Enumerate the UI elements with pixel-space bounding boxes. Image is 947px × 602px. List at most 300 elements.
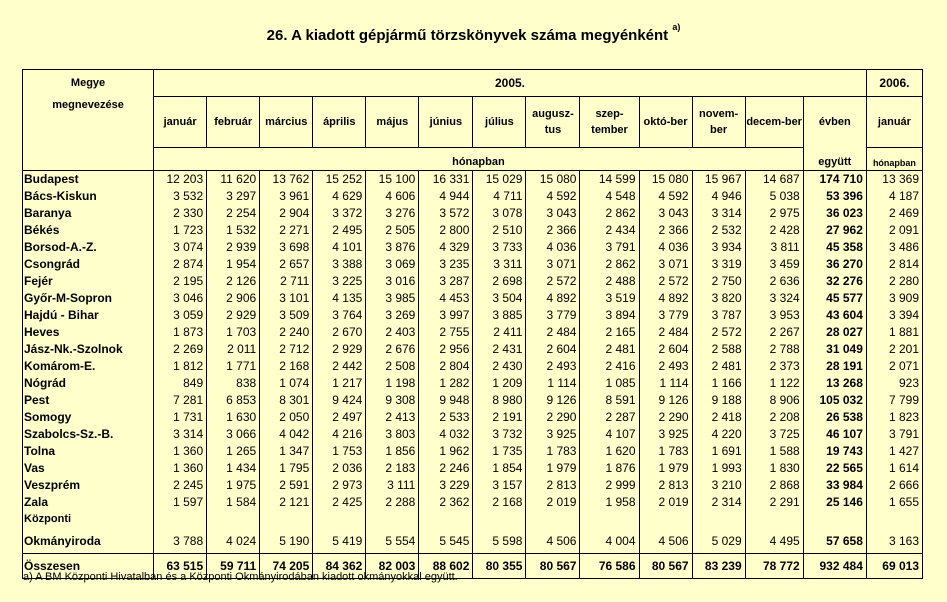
month-value: 2 572 — [639, 273, 692, 290]
month-value: 2 999 — [580, 477, 639, 494]
month-value: 3 894 — [580, 307, 639, 324]
month-value: 3 324 — [745, 290, 803, 307]
total-month-value: 80 567 — [639, 554, 692, 579]
month-value: 3 043 — [639, 205, 692, 222]
county-name: Központi — [23, 511, 154, 528]
month-value: 2 428 — [745, 222, 803, 239]
total-jan-2006-value: 69 013 — [866, 554, 922, 579]
month-value: 4 032 — [419, 426, 473, 443]
month-value: 3 997 — [419, 307, 473, 324]
month-value: 3 803 — [366, 426, 419, 443]
month-value: 2 019 — [639, 494, 692, 511]
year-total-value: 19 743 — [803, 443, 866, 460]
month-value: 11 620 — [207, 171, 260, 189]
total-month-value: 82 003 — [366, 554, 419, 579]
month-value: 3 779 — [639, 307, 692, 324]
month-value: 3 046 — [154, 290, 207, 307]
year-total-value: 22 565 — [803, 460, 866, 477]
county-header — [23, 70, 154, 171]
table-row — [23, 528, 923, 554]
month-value: 2 488 — [580, 273, 639, 290]
month-value: 2 868 — [745, 477, 803, 494]
month-value: 2 604 — [526, 341, 580, 358]
month-header: április — [313, 97, 366, 148]
month-value: 5 545 — [419, 528, 473, 554]
table-row — [23, 443, 923, 460]
month-value: 2 698 — [473, 273, 526, 290]
month-value: 16 331 — [419, 171, 473, 189]
month-value: 2 373 — [745, 358, 803, 375]
month-value: 2 430 — [473, 358, 526, 375]
total-month-value: 78 772 — [745, 554, 803, 579]
month-value: 15 252 — [313, 171, 366, 189]
month-value: 9 424 — [313, 392, 366, 409]
month-value: 3 779 — [526, 307, 580, 324]
county-name: Pest — [23, 392, 154, 409]
jan-2006-value: 1 614 — [866, 460, 922, 477]
month-value: 5 598 — [473, 528, 526, 554]
month-value: 2 874 — [154, 256, 207, 273]
empty-cell — [526, 511, 580, 528]
month-value: 1 735 — [473, 443, 526, 460]
month-value: 3 876 — [366, 239, 419, 256]
empty-cell — [580, 511, 639, 528]
month-value: 2 431 — [473, 341, 526, 358]
month-value: 2 126 — [207, 273, 260, 290]
month-value: 13 762 — [260, 171, 313, 189]
month-value: 2 208 — [745, 409, 803, 426]
jan-2006-value: 1 427 — [866, 443, 922, 460]
month-value: 3 372 — [313, 205, 366, 222]
month-value: 2 929 — [313, 341, 366, 358]
month-value: 4 629 — [313, 188, 366, 205]
month-value: 5 554 — [366, 528, 419, 554]
total-month-value: 88 602 — [419, 554, 473, 579]
month-value: 2 050 — [260, 409, 313, 426]
month-value: 1 703 — [207, 324, 260, 341]
month-header: május — [366, 97, 419, 148]
county-name: Nógrád — [23, 375, 154, 392]
table-row — [23, 426, 923, 443]
month-value: 5 419 — [313, 528, 366, 554]
year-total-value: 53 396 — [803, 188, 866, 205]
year-total-value: 28 027 — [803, 324, 866, 341]
jan-2006-value: 2 201 — [866, 341, 922, 358]
month-value: 2 929 — [207, 307, 260, 324]
jan-2006-value: 2 091 — [866, 222, 922, 239]
month-value: 1 979 — [526, 460, 580, 477]
month-value: 2 314 — [692, 494, 745, 511]
month-value: 8 301 — [260, 392, 313, 409]
month-value: 1 114 — [639, 375, 692, 392]
month-value: 3 229 — [419, 477, 473, 494]
year-total-value: 26 538 — [803, 409, 866, 426]
jan-2006-value: 1 881 — [866, 324, 922, 341]
month-value: 3 811 — [745, 239, 803, 256]
table-row — [23, 392, 923, 409]
table-row — [23, 477, 923, 494]
jan-2006-value: 13 369 — [866, 171, 922, 189]
month-2006-header: január — [866, 97, 922, 148]
month-value: 1 958 — [580, 494, 639, 511]
month-value: 15 080 — [639, 171, 692, 189]
page-title — [0, 22, 947, 44]
month-value: 1 975 — [207, 477, 260, 494]
year-2005-header: 2005. — [154, 70, 867, 97]
month-value: 4 220 — [692, 426, 745, 443]
county-name: Komárom-E. — [23, 358, 154, 375]
year-total-value: 45 358 — [803, 239, 866, 256]
jan-2006-value: 2 071 — [866, 358, 922, 375]
month-value: 3 066 — [207, 426, 260, 443]
month-value: 9 126 — [639, 392, 692, 409]
month-value: 3 820 — [692, 290, 745, 307]
month-value: 4 944 — [419, 188, 473, 205]
month-value: 9 948 — [419, 392, 473, 409]
year-total-value: 36 023 — [803, 205, 866, 222]
year-total-value: 32 276 — [803, 273, 866, 290]
month-value: 2 813 — [526, 477, 580, 494]
month-value: 5 029 — [692, 528, 745, 554]
month-value: 2 267 — [745, 324, 803, 341]
month-value: 1 597 — [154, 494, 207, 511]
month-value: 3 985 — [366, 290, 419, 307]
month-header: június — [419, 97, 473, 148]
month-value: 3 210 — [692, 477, 745, 494]
month-value: 1 854 — [473, 460, 526, 477]
month-header: augusz-tus — [526, 97, 580, 148]
month-value: 2 411 — [473, 324, 526, 341]
month-value: 1 114 — [526, 375, 580, 392]
county-name: Tolna — [23, 443, 154, 460]
county-name: Borsod-A.-Z. — [23, 239, 154, 256]
month-value: 1 584 — [207, 494, 260, 511]
month-value: 1 620 — [580, 443, 639, 460]
month-value: 3 934 — [692, 239, 745, 256]
month-value: 2 036 — [313, 460, 366, 477]
month-value: 3 287 — [419, 273, 473, 290]
month-value: 3 297 — [207, 188, 260, 205]
month-value: 2 165 — [580, 324, 639, 341]
month-value: 1 856 — [366, 443, 419, 460]
month-value: 3 961 — [260, 188, 313, 205]
total-month-value: 83 239 — [692, 554, 745, 579]
month-value: 2 636 — [745, 273, 803, 290]
year-total-value: 28 191 — [803, 358, 866, 375]
table-row — [23, 409, 923, 426]
month-value: 2 604 — [639, 341, 692, 358]
month-value: 2 862 — [580, 256, 639, 273]
month-value: 1 993 — [692, 460, 745, 477]
month-value: 1 812 — [154, 358, 207, 375]
month-value: 2 366 — [639, 222, 692, 239]
month-value: 2 481 — [580, 341, 639, 358]
table-row — [23, 511, 923, 528]
county-name: Somogy — [23, 409, 154, 426]
empty-cell — [260, 511, 313, 528]
empty-cell — [639, 511, 692, 528]
month-value: 2 712 — [260, 341, 313, 358]
month-value: 3 157 — [473, 477, 526, 494]
month-value: 3 572 — [419, 205, 473, 222]
month-value: 1 588 — [745, 443, 803, 460]
month-value: 2 290 — [639, 409, 692, 426]
jan-2006-value: 3 909 — [866, 290, 922, 307]
month-value: 1 783 — [639, 443, 692, 460]
total-label: Összesen — [23, 554, 154, 579]
table-row — [23, 460, 923, 477]
month-value: 1 360 — [154, 460, 207, 477]
month-value: 2 800 — [419, 222, 473, 239]
month-header: február — [207, 97, 260, 148]
month-value: 1 954 — [207, 256, 260, 273]
month-value: 1 360 — [154, 443, 207, 460]
total-month-value: 76 586 — [580, 554, 639, 579]
year-total-value: 31 049 — [803, 341, 866, 358]
month-value: 3 043 — [526, 205, 580, 222]
month-value: 1 217 — [313, 375, 366, 392]
year-total-value: 105 032 — [803, 392, 866, 409]
total-month-value: 59 711 — [207, 554, 260, 579]
jan-2006-value: 2 666 — [866, 477, 922, 494]
month-value: 4 216 — [313, 426, 366, 443]
month-value: 838 — [207, 375, 260, 392]
empty-cell — [692, 511, 745, 528]
total-year-value: 932 484 — [803, 554, 866, 579]
month-value: 2 195 — [154, 273, 207, 290]
month-value: 1 873 — [154, 324, 207, 341]
year-total-value: 43 604 — [803, 307, 866, 324]
month-value: 4 042 — [260, 426, 313, 443]
total-month-value: 80 355 — [473, 554, 526, 579]
month-value: 3 225 — [313, 273, 366, 290]
total-month-value: 84 362 — [313, 554, 366, 579]
empty-cell — [473, 511, 526, 528]
month-value: 1 209 — [473, 375, 526, 392]
table-row — [23, 307, 923, 324]
month-value: 2 497 — [313, 409, 366, 426]
empty-cell — [366, 511, 419, 528]
month-value: 3 269 — [366, 307, 419, 324]
month-value: 2 975 — [745, 205, 803, 222]
month-value: 3 788 — [154, 528, 207, 554]
unit-header: hónapban — [154, 148, 804, 171]
month-value: 4 548 — [580, 188, 639, 205]
month-value: 2 240 — [260, 324, 313, 341]
year-total-value: 45 577 — [803, 290, 866, 307]
month-header: január — [154, 97, 207, 148]
jan-2006-value: 1 823 — [866, 409, 922, 426]
month-value: 2 804 — [419, 358, 473, 375]
month-value: 2 418 — [692, 409, 745, 426]
month-value: 1 783 — [526, 443, 580, 460]
month-value: 2 254 — [207, 205, 260, 222]
month-value: 2 271 — [260, 222, 313, 239]
jan-2006-value: 3 394 — [866, 307, 922, 324]
month-value: 3 059 — [154, 307, 207, 324]
month-value: 4 892 — [526, 290, 580, 307]
year-total-header: évben — [803, 97, 866, 148]
empty-cell — [866, 511, 922, 528]
table-row — [23, 375, 923, 392]
month-value: 2 245 — [154, 477, 207, 494]
month-value: 15 080 — [526, 171, 580, 189]
month-value: 1 753 — [313, 443, 366, 460]
month-value: 2 168 — [473, 494, 526, 511]
month-value: 15 967 — [692, 171, 745, 189]
month-value: 6 853 — [207, 392, 260, 409]
month-value: 2 416 — [580, 358, 639, 375]
month-value: 1 282 — [419, 375, 473, 392]
month-value: 2 403 — [366, 324, 419, 341]
month-value: 2 366 — [526, 222, 580, 239]
month-value: 3 016 — [366, 273, 419, 290]
month-value: 1 876 — [580, 460, 639, 477]
month-value: 5 190 — [260, 528, 313, 554]
month-value: 2 505 — [366, 222, 419, 239]
month-value: 2 533 — [419, 409, 473, 426]
month-value: 3 698 — [260, 239, 313, 256]
year-total-header-egyutt: együtt — [803, 148, 866, 171]
month-value: 2 269 — [154, 341, 207, 358]
total-month-value: 63 515 — [154, 554, 207, 579]
month-value: 2 413 — [366, 409, 419, 426]
month-value: 3 532 — [154, 188, 207, 205]
title-text: 26. A kiadott gépjármű törzskönyvek száma megyénként — [266, 27, 669, 44]
month-value: 2 191 — [473, 409, 526, 426]
month-value: 1 347 — [260, 443, 313, 460]
month-value: 2 788 — [745, 341, 803, 358]
month-value: 4 506 — [639, 528, 692, 554]
month-value: 3 885 — [473, 307, 526, 324]
month-value: 9 126 — [526, 392, 580, 409]
month-value: 3 953 — [745, 307, 803, 324]
month-value: 5 038 — [745, 188, 803, 205]
month-value: 3 388 — [313, 256, 366, 273]
month-value: 2 011 — [207, 341, 260, 358]
month-value: 1 723 — [154, 222, 207, 239]
month-value: 2 495 — [313, 222, 366, 239]
month-value: 1 085 — [580, 375, 639, 392]
month-value: 3 319 — [692, 256, 745, 273]
month-value: 4 892 — [639, 290, 692, 307]
month-value: 2 287 — [580, 409, 639, 426]
month-value: 4 107 — [580, 426, 639, 443]
county-name: Zala — [23, 494, 154, 511]
year-total-value: 13 268 — [803, 375, 866, 392]
county-name: Heves — [23, 324, 154, 341]
month-value: 2 904 — [260, 205, 313, 222]
month-value: 2 290 — [526, 409, 580, 426]
month-value: 2 019 — [526, 494, 580, 511]
month-value: 2 657 — [260, 256, 313, 273]
empty-cell — [745, 511, 803, 528]
year-total-value: 27 962 — [803, 222, 866, 239]
month-header: októ-ber — [639, 97, 692, 148]
month-value: 3 925 — [526, 426, 580, 443]
month-value: 4 036 — [639, 239, 692, 256]
total-month-value: 74 205 — [260, 554, 313, 579]
month-value: 1 962 — [419, 443, 473, 460]
table-row — [23, 290, 923, 307]
empty-cell — [154, 511, 207, 528]
jan-2006-value: 1 655 — [866, 494, 922, 511]
month-value: 2 508 — [366, 358, 419, 375]
month-value: 1 166 — [692, 375, 745, 392]
month-value: 2 862 — [580, 205, 639, 222]
month-value: 3 235 — [419, 256, 473, 273]
month-value: 4 135 — [313, 290, 366, 307]
month-value: 2 168 — [260, 358, 313, 375]
month-value: 3 925 — [639, 426, 692, 443]
month-value: 2 291 — [745, 494, 803, 511]
month-value: 1 122 — [745, 375, 803, 392]
month-value: 2 121 — [260, 494, 313, 511]
jan-2006-value: 923 — [866, 375, 922, 392]
table-row — [23, 273, 923, 290]
month-value: 4 506 — [526, 528, 580, 554]
year-total-value: 33 984 — [803, 477, 866, 494]
month-value: 2 711 — [260, 273, 313, 290]
month-value: 3 069 — [366, 256, 419, 273]
month-value: 15 029 — [473, 171, 526, 189]
jan-2006-value: 3 791 — [866, 426, 922, 443]
county-name: Budapest — [23, 171, 154, 189]
month-value: 2 755 — [419, 324, 473, 341]
month-value: 4 946 — [692, 188, 745, 205]
month-value: 2 484 — [639, 324, 692, 341]
table-row — [23, 494, 923, 511]
month-value: 4 606 — [366, 188, 419, 205]
month-value: 2 246 — [419, 460, 473, 477]
month-value: 12 203 — [154, 171, 207, 189]
month-value: 4 024 — [207, 528, 260, 554]
county-name: Békés — [23, 222, 154, 239]
month-value: 2 362 — [419, 494, 473, 511]
month-value: 2 956 — [419, 341, 473, 358]
month-value: 2 670 — [313, 324, 366, 341]
month-value: 3 071 — [526, 256, 580, 273]
county-name: Vas — [23, 460, 154, 477]
month-value: 1 630 — [207, 409, 260, 426]
month-header: decem-ber — [745, 97, 803, 148]
table-row — [23, 256, 923, 273]
unit-2006-header: hónapban — [866, 148, 922, 171]
table-row — [23, 239, 923, 256]
month-value: 2 750 — [692, 273, 745, 290]
month-header: július — [473, 97, 526, 148]
month-value: 2 183 — [366, 460, 419, 477]
county-name: Hajdú - Bihar — [23, 307, 154, 324]
month-value: 2 906 — [207, 290, 260, 307]
month-value: 3 791 — [580, 239, 639, 256]
month-value: 3 311 — [473, 256, 526, 273]
month-value: 2 588 — [692, 341, 745, 358]
county-name: Okmányiroda — [23, 528, 154, 554]
county-name: Győr-M-Sopron — [23, 290, 154, 307]
month-value: 4 592 — [526, 188, 580, 205]
month-value: 8 980 — [473, 392, 526, 409]
month-value: 2 481 — [692, 358, 745, 375]
month-value: 4 711 — [473, 188, 526, 205]
month-value: 1 979 — [639, 460, 692, 477]
month-value: 8 906 — [745, 392, 803, 409]
month-value: 2 813 — [639, 477, 692, 494]
month-value: 2 572 — [692, 324, 745, 341]
footnote: a) A BM Központi Hivatalban és a Központi Okmányirodában kiadott okmányokkal együtt. — [23, 571, 458, 583]
jan-2006-value: 2 469 — [866, 205, 922, 222]
year-total-value: 46 107 — [803, 426, 866, 443]
